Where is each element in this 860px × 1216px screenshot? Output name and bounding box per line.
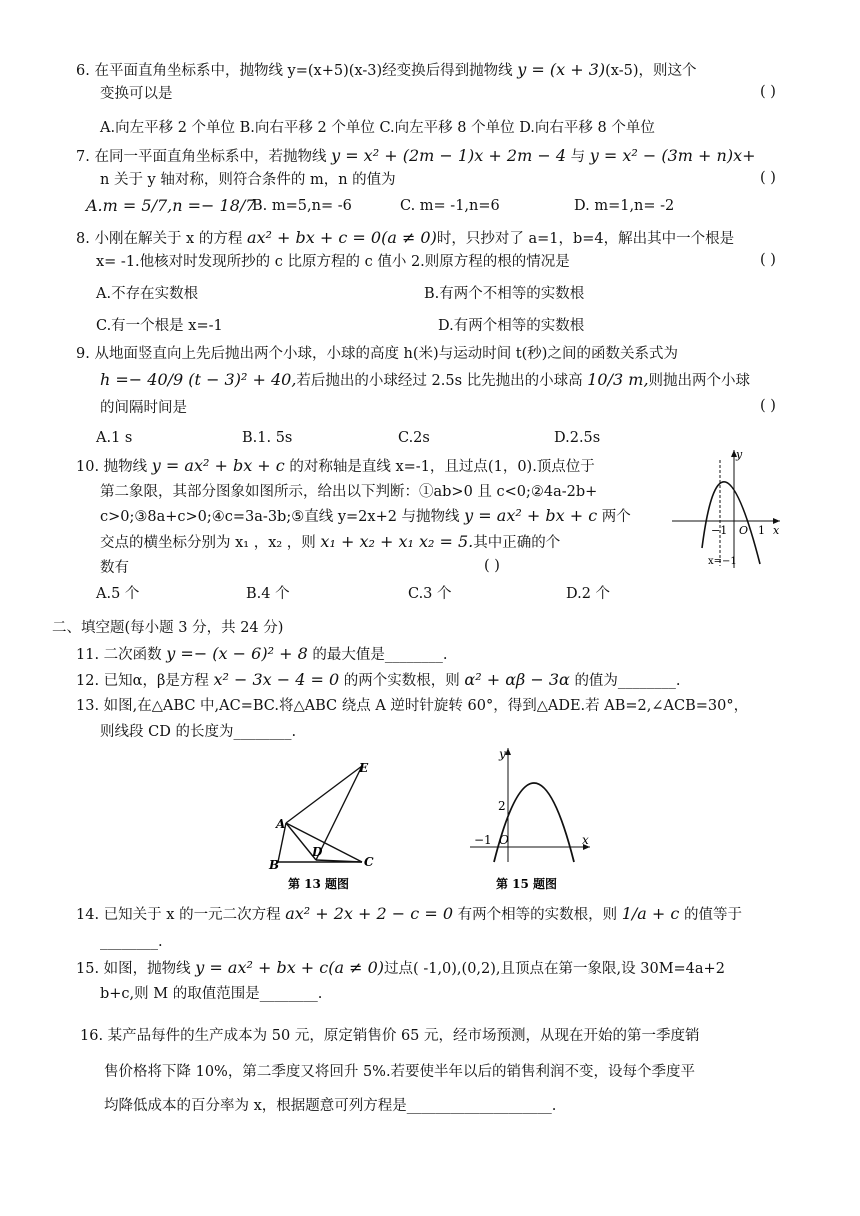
q10-line2: 第二象限，其部分图象如图所示，给出以下判断：①ab>0 且 c<0;②4a-2b+ xyxy=(100,484,598,500)
q7-option-b: B. m=5,n= -6 xyxy=(252,198,352,214)
q15-line2: b+c,则 M 的取值范围是________. xyxy=(100,986,323,1002)
q13-point-c: C xyxy=(364,855,374,869)
q15-fig-origin-label: O xyxy=(499,833,509,847)
q15-fig-x-label: x xyxy=(582,833,589,847)
q10-option-d: D.2 个 xyxy=(566,586,611,602)
q13-line1: 13. 如图,在△ABC 中,AC=BC.将△ABC 绕点 A 逆时针旋转 60°，得到△ADE.若 AB=2,∠ACB=30°， xyxy=(76,698,749,714)
q14-line1: 14. 已知关于 x 的一元二次方程 ax² + 2x + 2 − c = 0 有两个相等的实数根，则 1/a + c 的值等于 xyxy=(76,904,742,923)
q6-line1: 6. 在平面直角坐标系中，抛物线 y=(x+5)(x-3)经变换后得到抛物线 y = (x + 3)(x-5)，则这个 xyxy=(76,60,697,79)
q9-line2: h =− 40/9 (t − 3)² + 40,若后抛出的小球经过 2.5s 比先抛出的小球高 10/3 m,则抛出两个小球 xyxy=(100,370,751,389)
q8-option-b: B.有两个不相等的实数根 xyxy=(424,286,585,302)
q7-option-d: D. m=1,n= -2 xyxy=(574,198,675,214)
q13-figure-caption: 第 13 题图 xyxy=(288,877,350,891)
q10-fig-axis-label: x=−1 xyxy=(708,556,737,567)
q10-fig-y-label: y xyxy=(736,448,743,461)
q11-line: 11. 二次函数 y =− (x − 6)² + 8 的最大值是________. xyxy=(76,644,448,663)
q13-point-b: B xyxy=(269,858,280,872)
q7-line1: 7. 在同一平面直角坐标系中，若抛物线 y = x² + (2m − 1)x + 2m − 4 与 y = x² − (3m + n)x+ xyxy=(76,146,756,165)
q10-line1: 10. 抛物线 y = ax² + bx + c 的对称轴是直线 x=-1，且过点(1，0).顶点位于 xyxy=(76,456,595,475)
q8-line2: x= -1.他核对时发现所抄的 c 比原方程的 c 值小 2.则原方程的根的情况是 xyxy=(96,254,570,270)
q10-option-b: B.4 个 xyxy=(246,586,290,602)
q9-line3: 的间隔时间是 xyxy=(100,400,187,416)
q8-answer-paren: ( ) xyxy=(760,252,776,268)
q13-point-d: D xyxy=(312,845,323,859)
q9-answer-paren: ( ) xyxy=(760,398,776,414)
q6-line2: 变换可以是 xyxy=(100,86,173,102)
q9-option-b: B.1. 5s xyxy=(242,430,293,446)
q16-line1: 16. 某产品每件的生产成本为 50 元，原定销售价 65 元，经市场预测，从现在开始的第一季度销 xyxy=(80,1028,700,1044)
q13-triangle-figure xyxy=(268,756,388,892)
q16-line2: 售价格将下降 10%，第二季度又将回升 5%.若要使半年以后的销售利润不变，设每个季度平 xyxy=(104,1064,696,1080)
q9-option-d: D.2.5s xyxy=(554,430,601,446)
q6-options: A.向左平移 2 个单位 B.向右平移 2 个单位 C.向左平移 8 个单位 D.向右平移 8 个单位 xyxy=(100,120,655,136)
q10-option-c: C.3 个 xyxy=(408,586,452,602)
q10-line4: 交点的横坐标分别为 x₁ ，x₂ ，则 x₁ + x₂ + x₁ x₂ = 5.其中正确的个 xyxy=(100,532,561,551)
q10-fig-x-label: x xyxy=(773,524,780,537)
q15-fig-y-label: y xyxy=(499,747,506,761)
q9-option-c: C.2s xyxy=(398,430,430,446)
q15-parabola-figure xyxy=(470,744,596,892)
q10-line5: 数有 xyxy=(100,560,129,576)
q15-fig-two-label: 2 xyxy=(498,799,506,813)
section-fill-in-heading: 二、填空题(每小题 3 分，共 24 分) xyxy=(52,620,284,636)
q15-figure-caption: 第 15 题图 xyxy=(496,877,558,891)
q16-line3: 均降低成本的百分率为 x，根据题意可列方程是____________________. xyxy=(104,1098,557,1114)
q7-option-c: C. m= -1,n=6 xyxy=(400,198,500,214)
q8-option-d: D.有两个相等的实数根 xyxy=(438,318,585,334)
q10-option-a: A.5 个 xyxy=(96,586,140,602)
q7-option-a: A.m = 5/7,n =− 18/7 xyxy=(86,196,256,215)
q8-option-c: C.有一个根是 x=-1 xyxy=(96,318,223,334)
q15-line1: 15. 如图，抛物线 y = ax² + bx + c(a ≠ 0)过点( -1,0),(0,2),且顶点在第一象限,设 30M=4a+2 xyxy=(76,958,725,977)
q10-fig-neg1-label: −1 xyxy=(711,524,728,537)
q9-option-a: A.1 s xyxy=(96,430,133,446)
q15-fig-neg1-label: −1 xyxy=(474,833,492,847)
q13-point-a: A xyxy=(276,817,286,831)
q7-answer-paren: ( ) xyxy=(760,170,776,186)
q12-line: 12. 已知α，β是方程 x² − 3x − 4 = 0 的两个实数根，则 α² + αβ − 3α 的值为________. xyxy=(76,670,681,689)
q8-line1: 8. 小刚在解关于 x 的方程 ax² + bx + c = 0(a ≠ 0)时，只抄对了 a=1，b=4，解出其中一个根是 xyxy=(76,228,735,247)
q13-line2: 则线段 CD 的长度为________. xyxy=(100,724,297,740)
q8-option-a: A.不存在实数根 xyxy=(96,286,199,302)
q7-line2: n 关于 y 轴对称，则符合条件的 m，n 的值为 xyxy=(100,172,396,188)
q10-answer-paren: ( ) xyxy=(484,558,500,574)
q9-line1: 9. 从地面竖直向上先后抛出两个小球，小球的高度 h(米)与运动时间 t(秒)之间的函数关系式为 xyxy=(76,346,678,362)
q10-parabola-figure xyxy=(672,448,782,570)
q10-fig-one-label: 1 xyxy=(758,524,765,537)
q14-line2: ________. xyxy=(100,934,163,950)
q13-point-e: E xyxy=(359,761,369,775)
q10-fig-origin-label: O xyxy=(739,524,749,537)
q10-line3: c>0;③8a+c>0;④c=3a-3b;⑤直线 y=2x+2 与抛物线 y = ax² + bx + c 两个 xyxy=(100,506,631,525)
q6-answer-paren: ( ) xyxy=(760,84,776,100)
